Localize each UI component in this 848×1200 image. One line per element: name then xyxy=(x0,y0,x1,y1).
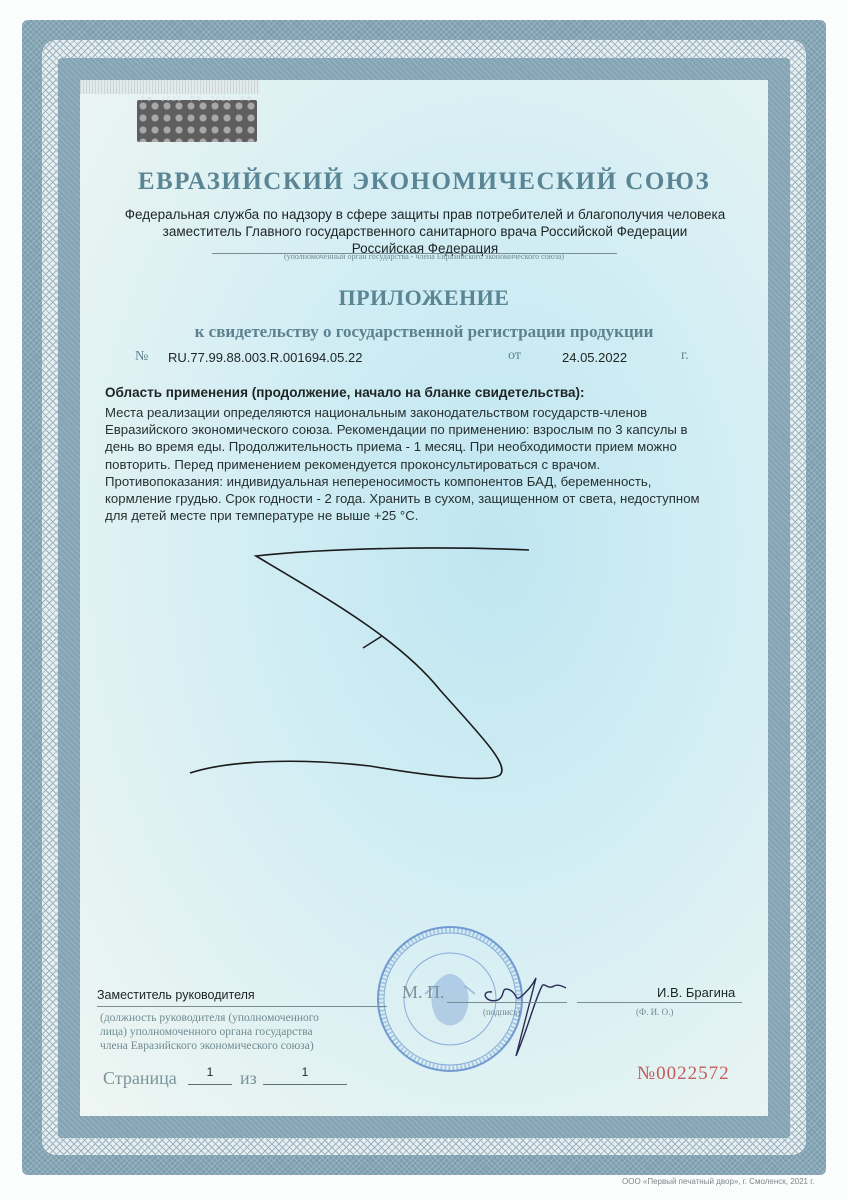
scope-line: Противопоказания: индивидуальная непереносимость компонентов БАД, беременность, xyxy=(105,473,652,489)
authority-line-3: Российская Федерация xyxy=(351,241,499,256)
name-caption: (Ф. И. О.) xyxy=(636,1007,674,1017)
page-total-underline xyxy=(263,1084,347,1085)
authority-caption: (уполномоченный орган государства - члена Евразийского экономического союза) xyxy=(283,252,565,261)
registration-number-label: № xyxy=(135,349,149,364)
security-hologram xyxy=(137,100,257,142)
authority-line-1: Федеральная служба по надзору в сфере защиты прав потребителей и благополучия человека xyxy=(124,207,726,222)
page-current: 1 xyxy=(206,1065,214,1079)
scope-line: день во время еды. Продолжительность приема - 1 месяц. При необходимости прием можно xyxy=(105,439,677,455)
name-underline xyxy=(577,1002,742,1003)
position-caption: (должность руководителя (уполномоченного лица) уполномоченного органа государства члена Евразийского экономического союза) xyxy=(100,1012,319,1052)
page-total: 1 xyxy=(301,1065,309,1079)
scope-line: для детей месте при температуре не выше +25 °С. xyxy=(105,508,419,524)
stamp-place-label: М. П. xyxy=(402,982,445,1002)
authority-block xyxy=(90,206,760,257)
signatory-position: Заместитель руководителя xyxy=(97,988,255,1002)
union-title: ЕВРАЗИЙСКИЙ ЭКОНОМИЧЕСКИЙ СОЮЗ xyxy=(137,168,711,195)
signature-underline xyxy=(447,1002,567,1003)
signature-icon xyxy=(470,972,580,1062)
printer-imprint: ООО «Первый печатный двор», г. Смоленск, 2021 г. xyxy=(622,1177,815,1186)
position-underline xyxy=(97,1006,387,1007)
scope-heading: Область применения (продолжение, начало на бланке свидетельства): xyxy=(105,385,585,400)
registration-year-suffix: г. xyxy=(681,348,689,363)
page-current-underline xyxy=(188,1084,232,1085)
registration-number: RU.77.99.88.003.R.001694.05.22 xyxy=(168,350,363,365)
form-serial-number: №0022572 xyxy=(637,1063,730,1084)
page-of-label: из xyxy=(240,1068,257,1088)
page-label: Страница xyxy=(103,1068,177,1088)
scope-line: Евразийского экономического союза. Рекомендации по применению: взрослым по 3 капсулы в xyxy=(105,422,688,438)
appendix-subtitle: к свидетельству о государственной регистрации продукции xyxy=(194,322,654,341)
microprint-band xyxy=(80,80,260,94)
registration-date-label: от xyxy=(508,348,521,363)
hologram-labels: РФ 2021 РФ 2021 РФ xyxy=(140,97,253,103)
scope-line: Места реализации определяются национальным законодательством государств-членов xyxy=(105,405,648,420)
scope-line: повторить. Перед применением рекомендуется проконсультироваться с врачом. xyxy=(105,456,601,472)
registration-date: 24.05.2022 xyxy=(562,350,628,365)
authority-line-2: заместитель Главного государственного санитарного врача Российской Федерации xyxy=(162,224,688,239)
scope-line: кормление грудью. Срок годности - 2 года. Хранить в сухом, защищенном от света, недоступном xyxy=(105,491,700,507)
scope-text xyxy=(105,404,750,524)
appendix-title: ПРИЛОЖЕНИЕ xyxy=(338,285,510,310)
signature-caption: (подпись) xyxy=(483,1007,521,1017)
signatory-name: И.В. Брагина xyxy=(657,985,736,1000)
